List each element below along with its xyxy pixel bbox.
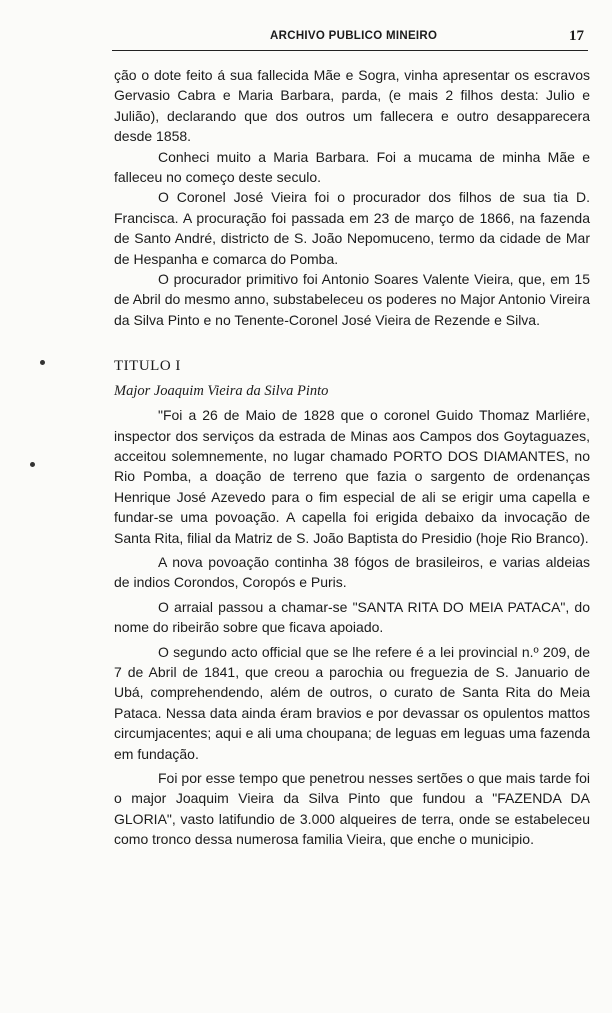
- page-header: [70, 28, 590, 48]
- paragraph: O procurador primitivo foi Antonio Soares Valente Vieira, que, em 15 de Abril do mesmo anno, substabeleceu os poderes no Major Antonio Vireira da Silva Pinto e no Tenente-Coronel José Vieira de Rezende e Silva.: [114, 271, 590, 328]
- paragraph: O Coronel José Vieira foi o procurador dos filhos de sua tia D. Francisca. A procuração foi passada em 23 de março de 1866, na fazenda de Santo André, districto de S. João Nepomuceno, termo da cidade de Mar de Hespanha e comarca do Pomba.: [114, 189, 590, 267]
- header-rule: [112, 50, 588, 51]
- page-number: 17: [569, 28, 584, 44]
- paragraph: Foi por esse tempo que penetrou nesses sertões o que mais tarde foi o major Joaquim Vieira da Silva Pinto que fundou a "FAZENDA DA GLORIA", vasto latifundio de 3.000 alqueires de terra, onde se estabeleceu como tronco dessa numerosa familia Vieira, que enche o municipio.: [114, 770, 590, 848]
- body-text: [114, 65, 590, 850]
- paragraph: A nova povoação continha 38 fógos de brasileiros, e varias aldeias de indios Corondos, Coropós e Puris.: [114, 553, 590, 591]
- margin-mark: [40, 360, 45, 365]
- section-subtitle: Major Joaquim Vieira da Silva Pinto: [114, 382, 329, 399]
- paragraph: O arraial passou a chamar-se "SANTA RITA DO MEIA PATACA", do nome do ribeirão sobre que ficava apoiado.: [114, 598, 590, 636]
- section-title: TITULO I: [114, 358, 181, 375]
- paragraph: O segundo acto official que se lhe refere é a lei provincial n.º 209, de 7 de Abril de 1841, que creou a parochia ou freguezia de S. Januario de Ubá, comprehendendo, além de outros, o curato de Santa Rita do Meia Pataca. Nessa data ainda éram bravios e por devassar os opulentos mattos circumjacentes; aqui e ali uma choupana; de leguas em leguas uma fazenda em fundação.: [114, 643, 590, 762]
- paragraph: ção o dote feito á sua fallecida Mãe e Sogra, vinha apresentar os escravos Gervasio Cabra e Maria Barbara, parda, (e mais 2 filhos desta: Julio e Julião), declarando que dos outros um fallecera e outro desapparecera desde 1858.: [114, 67, 590, 145]
- paragraph: Conheci muito a Maria Barbara. Foi a mucama de minha Mãe e falleceu no começo deste seculo.: [114, 148, 590, 186]
- paragraph: "Foi a 26 de Maio de 1828 que o coronel Guido Thomaz Marliére, inspector dos serviços da estrada de Minas aos Campos dos Goytaguazes, acceitou solemnemente, no lugar chamado PORTO DOS DIAMANTES, no Rio Pomba, a doação de terreno que fazia o sargento de ordenanças Henrique José Azevedo para o fim especial de ali se erigir uma capella e fundar-se uma povoação. A capella foi erigida debaixo da invocação de Santa Rita, filial da Matriz de S. João Baptista do Presidio (hoje Rio Branco).: [114, 407, 590, 546]
- margin-mark: [30, 462, 35, 467]
- running-head: ARCHIVO PUBLICO MINEIRO: [270, 30, 438, 42]
